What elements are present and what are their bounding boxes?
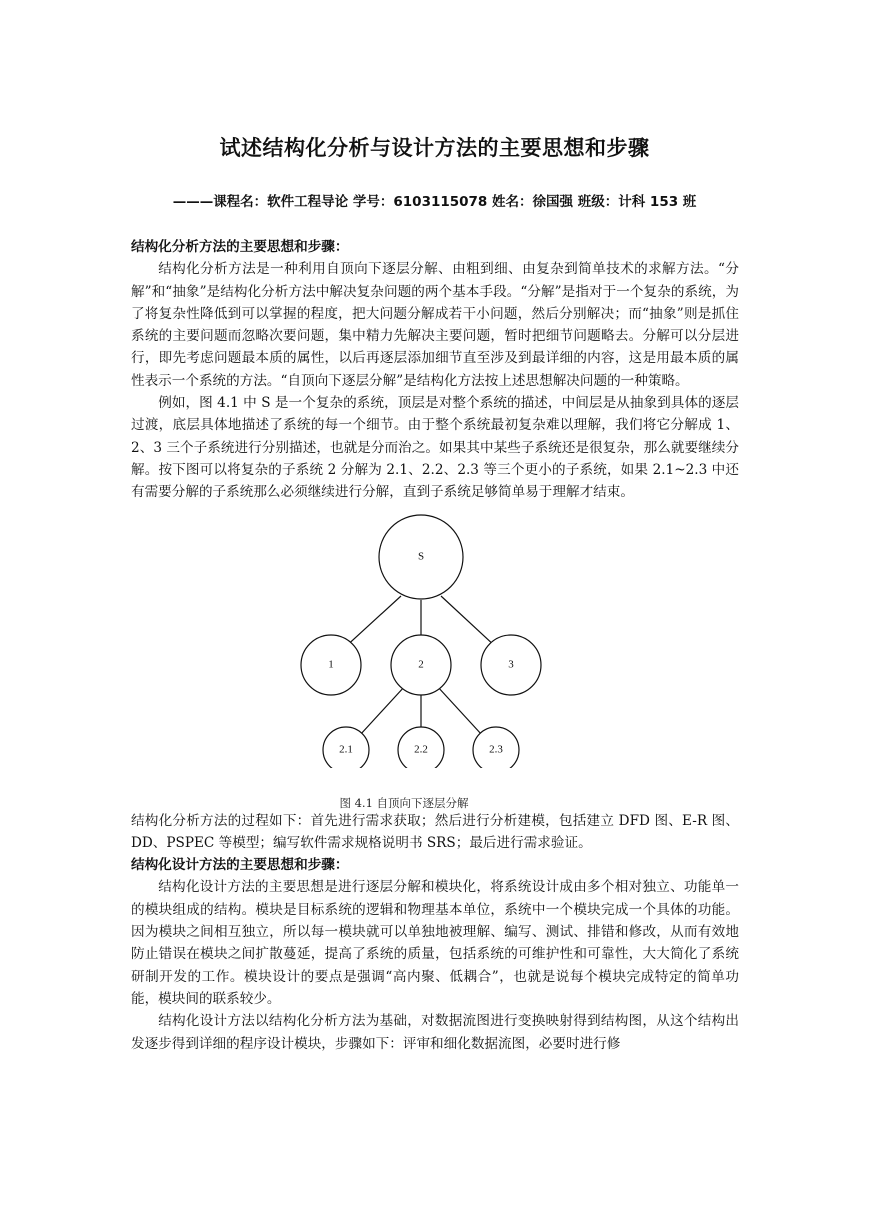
edge-2-21 [360,686,405,735]
section1-paragraph-3: 结构化分析方法的过程如下：首先进行需求获取；然后进行分析建模，包括建立 DFD 图、E-R 图、DD、PSPEC 等模型；编写软件需求规格说明书 SRS；最后进行需求验证。 [131,812,739,851]
node-label-3: 3 [508,658,514,671]
node-label-1: 1 [328,658,334,671]
section1-heading: 结构化分析方法的主要思想和步骤： [131,239,349,255]
figure-caption: 图 4.1 自顶向下逐层分解 [339,795,469,810]
node-label-2: 2 [418,658,424,671]
document-title: 试述结构化分析与设计方法的主要思想和步骤 [219,136,650,160]
node-label-2-3: 2.3 [489,743,503,756]
node-label-s: S [417,550,425,563]
decomposition-tree-diagram [295,510,675,768]
document-body [131,236,739,1055]
decomposition-figure [131,510,739,810]
section1-paragraph-2: 例如，图 4.1 中 S 是一个复杂的系统，顶层是对整个系统的描述，中间层是从抽象到具体的逐层过渡，底层具体地描述了系统的每一个细节。由于整个系统最初复杂难以理解，我们将它分解成 1、2、3 三个子系统进行分别描述，也就是分而治之。如果其中某些子系统还是很复杂，那么就要继续分解。按下图可以将复杂的子系统 2 分解为 2.1、2.2、2.3 等三个更小的子系统，如果 2.1~2.3 中还有需要分解的子系统那么必须继续进行分解，直到子系统足够简单易于理解才结束。 [131,395,739,501]
section2-paragraph-2: 结构化设计方法以结构化分析方法为基础，对数据流图进行变换映射得到结构图，从这个结构出发逐步得到详细的程序设计模块，步骤如下：评审和细化数据流图，必要时进行修 [131,1013,739,1052]
section2-paragraph-1: 结构化设计方法的主要思想是进行逐层分解和模块化，将系统设计成由多个相对独立、功能单一的模块组成的结构。模块是目标系统的逻辑和物理基本单位，系统中一个模块完成一个具体的功能。因为模块之间相互独立，所以每一模块就可以单独地被理解、编写、测试、排错和修改，从而有效地防止错误在模块之间扩散蔓延，提高了系统的质量，包括系统的可维护性和可靠性，大大简化了系统研制开发的工作。模块设计的要点是强调“高内聚、低耦合”，也就是说每个模块完成特定的简单功能，模块间的联系较少。 [131,879,739,1007]
node-label-2-1: 2.1 [339,743,353,756]
edge-2-23 [437,686,482,735]
section2-heading: 结构化设计方法的主要思想和步骤： [131,857,349,874]
document-subtitle: ———课程名：软件工程导论 学号：6103115078 姓名：徐国强 班级：计科 153 班 [172,194,697,210]
section1-paragraph-1: 结构化分析方法是一种利用自顶向下逐层分解、由粗到细、由复杂到简单技术的求解方法。“分解”和“抽象”是结构化分析方法中解决复杂问题的两个基本手段。“分解”是指对于一个复杂的系统，为了将复杂性降低到可以掌握的程度，把大问题分解成若干小问题，然后分别解决；而“抽象”则是抓住系统的主要问题而忽略次要问题，集中精力先解决主要问题，暂时把细节问题略去。分解可以分层进行，即先考虑问题最本质的属性，以后再逐层添加细节直至涉及到最详细的内容，这是用最本质的属性表示一个系统的方法。“自顶向下逐层分解”是结构化方法按上述思想解决问题的一种策略。 [131,261,739,389]
node-label-2-2: 2.2 [414,743,428,756]
